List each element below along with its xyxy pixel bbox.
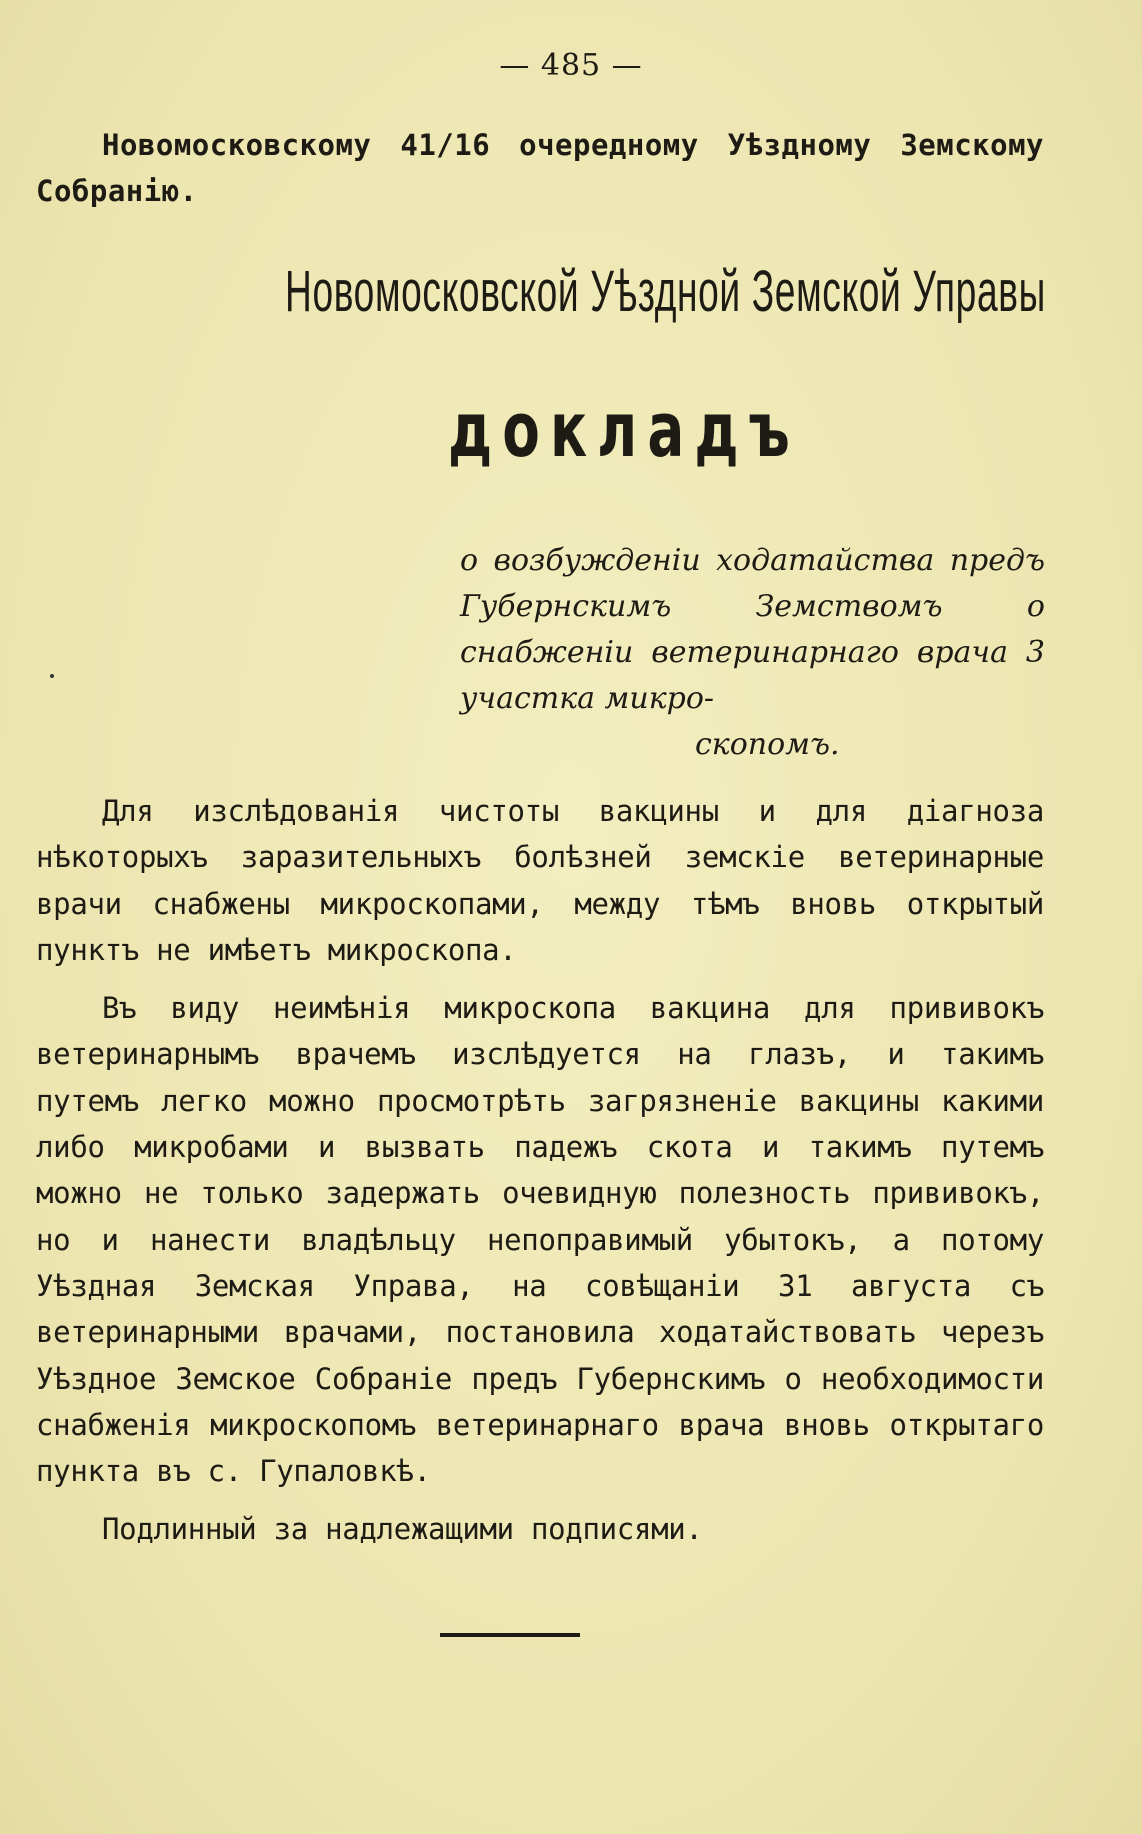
report-title: докладъ: [448, 385, 800, 474]
issuing-authority: Новомосковской Уѣздной Земской Управы: [285, 259, 1046, 324]
report-subject: [460, 538, 1045, 768]
print-speck: [50, 674, 54, 678]
body-paragraph: Подлинный за надлежащими подписями.: [102, 1512, 703, 1547]
subject-text-end: скопомъ.: [695, 727, 840, 762]
closing-rule: [440, 1633, 580, 1637]
addressee-line: Новомосковскому 41/16 очередному Уѣздному Земскому Собранію.: [36, 128, 1044, 208]
body-paragraph: Въ виду неимѣнія микроскопа вакцина для прививокъ ветеринарнымъ врачемъ изслѣдуется на глазъ, и такимъ путемъ легко можно просмотрѣть загрязненіе вакцины какими либо микробами и вызвать падежъ скота и такимъ путемъ можно не только задержать очевидную полезность прививокъ, но и нанести владѣльцу непоправимый убытокъ, а потому Уѣздная Земская Управа, на совѣщаніи 31 августа съ ветеринарными врачами, постановила ходатайствовать черезъ Уѣздное Земское Собраніе предъ Губернскимъ о необходимости снабженія микроскопомъ ветеринарнаго врача вновь открытаго пункта въ с. Гупаловкѣ.: [36, 991, 1044, 1489]
body-paragraph: Для изслѣдованія чистоты вакцины и для діагноза нѣкоторыхъ заразительныхъ болѣзней земскіе ветеринарные врачи снабжены микроскопами, между тѣмъ вновь открытый пунктъ не имѣетъ микроскопа.: [36, 794, 1044, 967]
report-body: [36, 788, 1044, 1565]
subject-text: о возбужденіи ходатайства предъ Губернскимъ Земствомъ о снабженіи ветеринарнаго врача 3 участка микро-: [460, 543, 1045, 716]
page-number: — 485 —: [499, 48, 643, 83]
